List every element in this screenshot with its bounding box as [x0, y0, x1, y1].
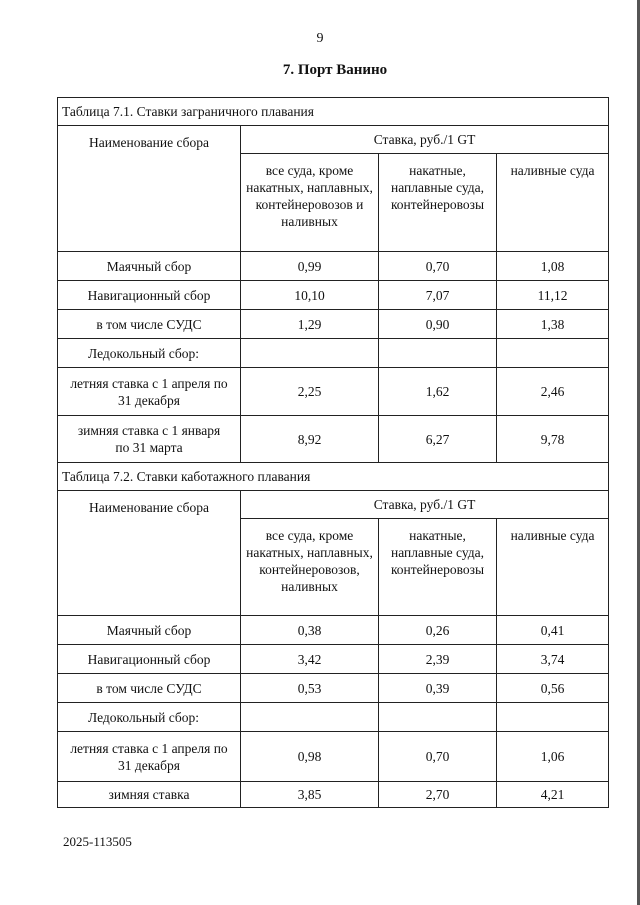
- table-row: [58, 703, 609, 732]
- cell-value: 0,56: [497, 674, 609, 703]
- table-row: [58, 732, 609, 782]
- cell-value: 1,38: [497, 310, 609, 339]
- cell-value: 1,29: [241, 310, 379, 339]
- section-heading: 7. Порт Ванино: [282, 62, 388, 78]
- cell-value: [241, 339, 379, 368]
- cell-value: 0,98: [241, 732, 379, 782]
- cell-value: 2,46: [497, 368, 609, 416]
- table-caption: Таблица 7.1. Ставки заграничного плавания: [58, 98, 609, 126]
- row-name: зимняя ставка: [58, 782, 241, 808]
- col-header-roro: накатные, наплавные суда, контейнеровозы: [379, 519, 497, 616]
- cell-value: 0,99: [241, 252, 379, 281]
- rate-header: Ставка, руб./1 GT: [241, 126, 609, 154]
- col-header-tankers: наливные суда: [497, 519, 609, 616]
- cell-value: 2,25: [241, 368, 379, 416]
- page-number: 9: [316, 31, 324, 46]
- table-row: [58, 416, 609, 463]
- col-header-roro: накатные, наплавные суда, контейнеровозы: [379, 154, 497, 252]
- cell-value: [379, 703, 497, 732]
- table-caption: Таблица 7.2. Ставки каботажного плавания: [58, 463, 609, 491]
- table-row: [58, 339, 609, 368]
- table-header-row: [58, 126, 609, 154]
- name-column-header: Наименование сбора: [58, 491, 241, 616]
- cell-value: [497, 703, 609, 732]
- table-row: [58, 674, 609, 703]
- cell-value: 10,10: [241, 281, 379, 310]
- cell-value: 0,53: [241, 674, 379, 703]
- col-header-tankers: наливные суда: [497, 154, 609, 252]
- table-caption-row: [58, 98, 609, 126]
- cell-value: 11,12: [497, 281, 609, 310]
- cell-value: 4,21: [497, 782, 609, 808]
- cell-value: 0,41: [497, 616, 609, 645]
- cell-value: 0,39: [379, 674, 497, 703]
- table-row: [58, 281, 609, 310]
- cell-value: 0,70: [379, 252, 497, 281]
- row-name-text: зимняя ставка с 1 января по 31 марта: [77, 423, 221, 455]
- table-header-row: [58, 491, 609, 519]
- document-number: 2025-113505: [63, 834, 132, 849]
- col-header-all-ships: все суда, кроме накатных, наплавных, контейнеровозов и наливных: [241, 154, 379, 252]
- cell-value: 6,27: [379, 416, 497, 463]
- cell-value: 3,85: [241, 782, 379, 808]
- table-row: [58, 368, 609, 416]
- row-name: Ледокольный сбор:: [58, 703, 241, 732]
- cell-value: [497, 339, 609, 368]
- cell-value: [241, 703, 379, 732]
- row-name: Навигационный сбор: [58, 281, 241, 310]
- row-name: Маячный сбор: [58, 252, 241, 281]
- rates-table: [57, 97, 609, 808]
- row-name: в том числе СУДС: [58, 674, 241, 703]
- cell-value: 0,90: [379, 310, 497, 339]
- cell-value: 8,92: [241, 416, 379, 463]
- cell-value: 1,06: [497, 732, 609, 782]
- cell-value: 7,07: [379, 281, 497, 310]
- col-header-all-ships: все суда, кроме накатных, наплавных, контейнеровозов, наливных: [241, 519, 379, 616]
- table-row: [58, 782, 609, 808]
- row-name: Маячный сбор: [58, 616, 241, 645]
- cell-value: 2,39: [379, 645, 497, 674]
- row-name-text: летняя ставка с 1 апреля по 31 декабря: [70, 740, 228, 773]
- row-name: Навигационный сбор: [58, 645, 241, 674]
- rate-header: Ставка, руб./1 GT: [241, 491, 609, 519]
- cell-value: 0,70: [379, 732, 497, 782]
- table-row: [58, 645, 609, 674]
- name-column-header: Наименование сбора: [58, 126, 241, 252]
- table-caption-row: [58, 463, 609, 491]
- cell-value: 2,70: [379, 782, 497, 808]
- table-row: [58, 252, 609, 281]
- cell-value: 3,42: [241, 645, 379, 674]
- cell-value: 0,26: [379, 616, 497, 645]
- cell-value: 0,38: [241, 616, 379, 645]
- row-name: [58, 732, 241, 782]
- cell-value: 9,78: [497, 416, 609, 463]
- row-name-text: летняя ставка с 1 апреля по 31 декабря: [70, 375, 228, 408]
- cell-value: 1,08: [497, 252, 609, 281]
- row-name: [58, 368, 241, 416]
- cell-value: 3,74: [497, 645, 609, 674]
- table-row: [58, 616, 609, 645]
- table-row: [58, 310, 609, 339]
- cell-value: [379, 339, 497, 368]
- row-name: Ледокольный сбор:: [58, 339, 241, 368]
- row-name: [58, 416, 241, 463]
- row-name: в том числе СУДС: [58, 310, 241, 339]
- cell-value: 1,62: [379, 368, 497, 416]
